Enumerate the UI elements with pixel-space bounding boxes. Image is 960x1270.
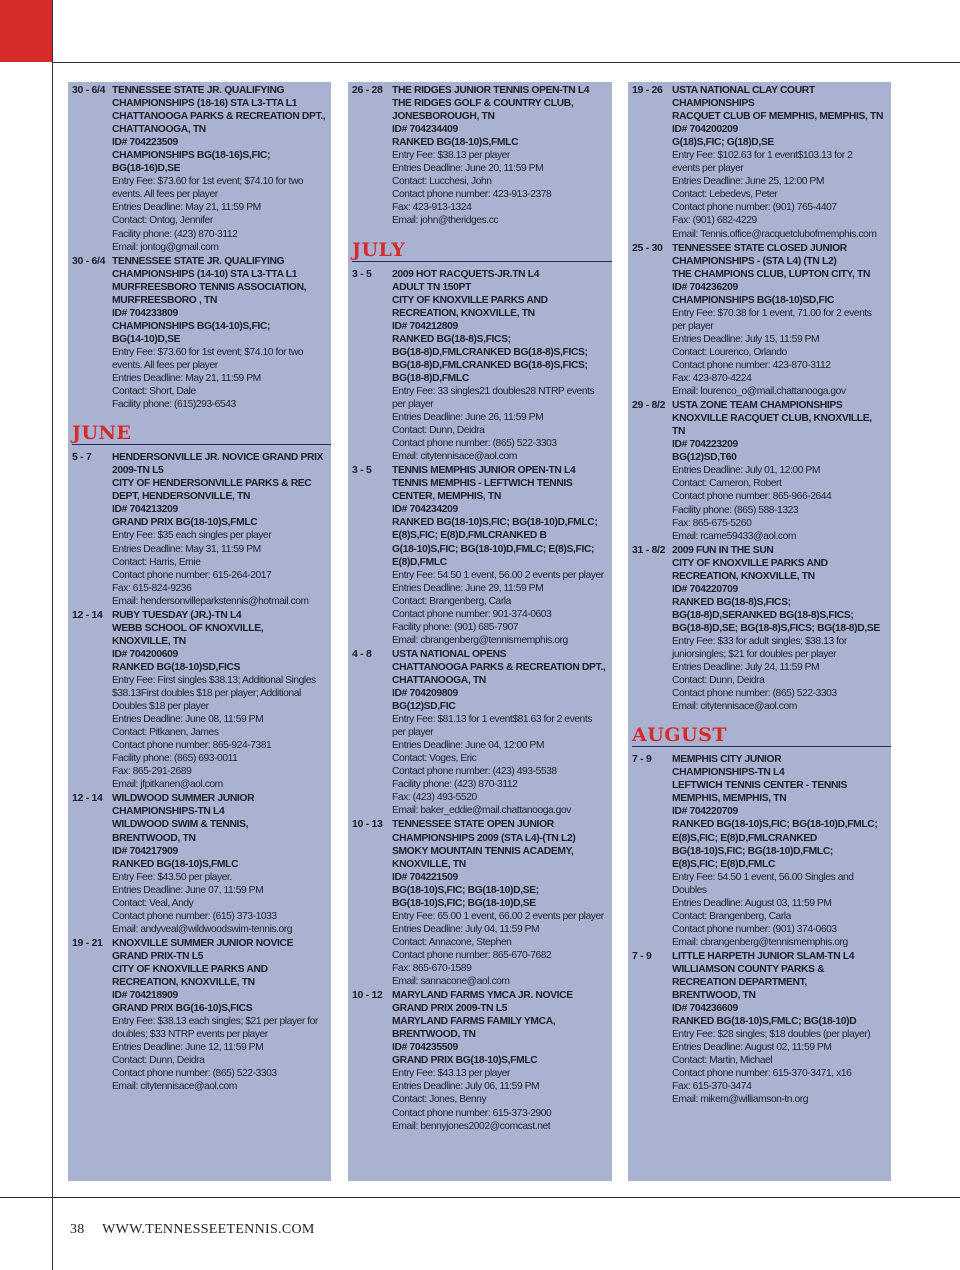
tournament-heading-line: MEMPHIS CITY JUNIOR	[672, 754, 782, 766]
tournament-info-line: Fax: 865-291-2689	[112, 766, 192, 778]
tournament-heading-line: KNOXVILLE SUMMER JUNIOR NOVICE	[112, 937, 294, 949]
tournament-heading-line: CITY OF KNOXVILLE PARKS AND	[672, 557, 828, 569]
tournament-heading-line: THE RIDGES GOLF & COUNTRY CLUB,	[392, 98, 574, 110]
month-heading	[72, 423, 331, 445]
tournament-info-line: Contact phone number: 423-913-2378	[392, 189, 552, 201]
tournament-info-line: Entry Fee: $43.50 per player.	[112, 871, 232, 883]
tournament-info-line: Fax: (901) 682-4229	[672, 215, 757, 227]
tournament-heading-line: GRAND PRIX BG(16-10)S,FICS	[112, 1003, 253, 1015]
tournament-info-line: Entry Fee: $73.60 for 1st event; $74.10 for two	[112, 176, 304, 188]
tournament-entry	[72, 84, 327, 254]
tournament-heading-line: ID# 704234409	[392, 124, 458, 136]
tournament-heading-line: BG(12)SD,FIC	[392, 701, 456, 713]
tournament-info-line: Contact: Dunn, Deidra	[112, 1055, 205, 1067]
tournament-heading-line: RANKED BG(18-10)SD,FICS	[112, 661, 241, 673]
tournament-heading-line: ID# 704236609	[672, 1003, 738, 1015]
tournament-info-line: Contact: Brangenberg, Carla	[672, 910, 791, 922]
tournament-info-line: Entries Deadline: June 29, 11:59 PM	[392, 582, 544, 594]
tournament-info-line: Contact: Cameron, Robert	[672, 478, 782, 490]
tournament-info-line: per player	[672, 320, 714, 332]
tournament-details	[672, 544, 887, 714]
tournament-entry	[72, 609, 327, 792]
tournament-heading-line: RANKED BG(18-10)S,FMLC; BG(18-10)D	[672, 1016, 857, 1028]
red-corner-tab	[0, 0, 52, 62]
tournament-heading-line: CHAMPIONSHIPS-TN L4	[112, 806, 225, 818]
tournament-heading-line: CHATTANOOGA, TN	[392, 674, 486, 686]
tournament-heading-line: ID# 704220709	[672, 583, 738, 595]
tournament-entry	[632, 399, 887, 543]
contact-email[interactable]: Email: sannacone@aol.com	[392, 976, 510, 988]
tournament-info-line: Entry Fee: 33 singles21 doubles28 NTRP events	[392, 385, 595, 397]
tournament-info-line: events. All fees per player	[112, 189, 218, 201]
tournament-info-line: Entry Fee: $28 singles; $18 doubles (per player)	[672, 1029, 871, 1041]
tournament-info-line: Contact phone number: (865) 522-3303	[392, 438, 557, 450]
tournament-heading-line: BG(18-8)D,SE; BG(18-8)S,FICS; BG(18-8)D,SE	[672, 622, 880, 634]
tournament-heading-line: RANKED BG(18-10)S,FMLC	[392, 137, 519, 149]
tournament-info-line: Entries Deadline: June 07, 11:59 PM	[112, 884, 264, 896]
tournament-heading-line: CITY OF KNOXVILLE PARKS AND	[392, 294, 548, 306]
tournament-info-line: Entry Fee: 65.00 1 event, 66.00 2 events per player	[392, 910, 604, 922]
tournament-heading-line: CHATTANOOGA PARKS & RECREATION DPT.,	[392, 661, 606, 673]
tournament-info-line: Contact: Brangenberg, Carla	[392, 595, 511, 607]
contact-email[interactable]: Email: hendersonvilleparkstennis@hotmail.com	[112, 595, 309, 607]
tournament-heading-line: ID# 704213209	[112, 504, 178, 516]
tournament-heading-line: BG(18-8)D,FMLCRANKED BG(18-8)S,FICS;	[392, 359, 588, 371]
tournament-heading-line: ID# 704218909	[112, 990, 178, 1002]
tournament-heading-line: BG(18-8)D,FMLCRANKED BG(18-8)S,FICS;	[392, 346, 588, 358]
tournament-entry	[632, 84, 887, 241]
tournament-heading-line: TENNESSEE STATE OPEN JUNIOR	[392, 819, 554, 831]
tournament-heading-line: E(8)S,FIC; E(8)D,FMLCRANKED B	[392, 530, 547, 542]
month-heading	[632, 725, 891, 747]
tournament-dates: 10 - 12	[352, 989, 383, 1002]
tournament-heading-line: THE RIDGES JUNIOR TENNIS OPEN-TN L4	[392, 85, 590, 96]
tournament-info-line: Doubles	[672, 884, 707, 896]
tournament-heading-line: GRAND PRIX 2009-TN L5	[392, 1003, 508, 1015]
tournament-info-line: Contact: Lebedevs, Peter	[672, 189, 778, 201]
tournament-info-line: Entry Fee: $38.13 per player	[392, 150, 510, 162]
left-margin-rule	[52, 0, 53, 1270]
tournament-info-line: Facility phone: (865) 588-1323	[672, 504, 799, 516]
tournament-info-line: Contact: Lourenco, Orlando	[672, 346, 787, 358]
tournament-heading-line: RANKED BG(18-10)S,FMLC	[112, 858, 239, 870]
tournament-info-line: juniorsingles; $21 for doubles per player	[672, 649, 837, 661]
tournament-heading-line: WILLIAMSON COUNTY PARKS &	[672, 964, 825, 975]
tournament-info-line: Contact: Lucchesi, John	[392, 176, 492, 188]
tournament-info-line: Entries Deadline: July 06, 11:59 PM	[392, 1081, 540, 1093]
tournament-info-line: Entries Deadline: June 25, 12:00 PM	[672, 176, 824, 188]
tournament-heading-line: ADULT TN 150PT	[392, 281, 472, 293]
tournament-info-line: Contact phone number: (423) 493-5538	[392, 766, 557, 778]
tournament-details	[672, 242, 887, 399]
tournament-heading-line: BRENTWOOD, TN	[392, 1029, 476, 1041]
tournament-dates: 31 - 8/2	[632, 543, 666, 556]
tournament-info-line: Facility phone: (901) 685-7907	[392, 621, 519, 633]
tournament-dates: 7 - 9	[632, 949, 652, 962]
tournament-info-line: Doubles $18 per player	[112, 701, 209, 713]
tournament-info-line: Entries Deadline: June 12, 11:59 PM	[112, 1042, 264, 1054]
tournament-info-line: Entry Fee: $38.13 each singles; $21 per player for	[112, 1016, 318, 1028]
tournament-heading-line: WEBB SCHOOL OF KNOXVILLE,	[112, 622, 264, 634]
tournament-heading-line: CHAMPIONSHIPS 2009 (STA L4)-(TN L2)	[392, 832, 576, 844]
tournament-heading-line: USTA ZONE TEAM CHAMPIONSHIPS	[672, 400, 843, 412]
tournament-heading-line: TENNESSEE STATE JR. QUALIFYING	[112, 255, 285, 267]
tournament-entry	[632, 950, 887, 1107]
tournament-heading-line: MEMPHIS, MEMPHIS, TN	[672, 793, 787, 805]
tournament-info-line: Contact phone number: 901-374-0603	[392, 608, 552, 620]
tournament-details	[112, 255, 327, 412]
tournament-info-line: events. All fees per player	[112, 359, 218, 371]
tournament-info-line: Entry Fee: $73.60 for 1st event; $74.10 for two	[112, 346, 304, 358]
tournament-heading-line: BRENTWOOD, TN	[672, 990, 756, 1002]
tournament-entry	[352, 84, 608, 228]
tournament-dates: 12 - 14	[72, 608, 103, 621]
page-number: 38	[70, 1222, 85, 1237]
contact-email[interactable]: Email: citytennisace@aol.com	[112, 1081, 237, 1093]
tournament-entry	[632, 544, 887, 714]
tournament-dates: 12 - 14	[72, 792, 103, 805]
tournament-info-line: Fax: (423) 493-5520	[392, 792, 477, 804]
tournament-heading-line: CITY OF HENDERSONVILLE PARKS & REC	[112, 478, 312, 490]
tournament-heading-line: CENTER, MEMPHIS, TN	[392, 491, 501, 503]
tournament-details	[392, 84, 608, 228]
tournament-heading-line: 2009 FUN IN THE SUN	[672, 544, 774, 556]
tournament-heading-line: CHAMPIONSHIPS BG(14-10)S,FIC;	[112, 320, 271, 332]
contact-email[interactable]: Email: cbrangenberg@tennismemphis.org	[392, 634, 568, 646]
tournament-heading-line: MURFREESBORO , TN	[112, 294, 218, 306]
tournament-info-line: Contact: Martin, Michael	[672, 1055, 773, 1067]
tournament-heading-line: RACQUET CLUB OF MEMPHIS, MEMPHIS, TN	[672, 111, 884, 123]
tournament-info-line: Entry Fee: First singles $38.13; Additional Singles	[112, 674, 316, 686]
tournament-info-line: Entry Fee: $33 for adult singles; $38.13 for	[672, 635, 847, 647]
tournament-heading-line: USTA NATIONAL OPENS	[392, 648, 507, 660]
tournament-heading-line: ID# 704212809	[392, 320, 458, 332]
tournament-heading-line: ID# 704200209	[672, 124, 738, 136]
tournament-heading-line: THE CHAMPIONS CLUB, LUPTON CITY, TN	[672, 268, 871, 280]
tournament-details	[392, 464, 608, 647]
tournament-entry	[352, 989, 608, 1133]
tournament-heading-line: TENNIS MEMPHIS JUNIOR OPEN-TN L4	[392, 465, 576, 477]
tournament-entry	[352, 464, 608, 647]
tournament-heading-line: 2009-TN L5	[112, 465, 164, 477]
tournament-info-line: Contact: Veal, Andy	[112, 897, 194, 909]
tournament-info-line: Fax: 615-824-9236	[112, 582, 192, 594]
tournament-heading-line: E(8)S,FIC; E(8)D,FMLC	[672, 858, 776, 870]
tournament-dates: 10 - 13	[352, 818, 383, 831]
tournament-info-line: Contact phone number: 615-370-3471, x16	[672, 1068, 852, 1080]
tournament-dates: 30 - 6/4	[72, 254, 106, 267]
tournament-entry	[72, 255, 327, 412]
tournament-heading-line: ID# 704235509	[392, 1042, 458, 1054]
tournament-heading-line: LEFTWICH TENNIS CENTER - TENNIS	[672, 780, 848, 792]
tournament-heading-line: ID# 704234209	[392, 504, 458, 516]
tournament-info-line: Contact phone number: 615-373-2900	[392, 1107, 552, 1119]
tournament-info-line: Contact: Voges, Eric	[392, 753, 477, 765]
tournament-info-line: $38.13First doubles $18 per player; Additional	[112, 688, 301, 700]
contact-email[interactable]: Email: andyveal@wildwoodswim-tennis.org	[112, 923, 293, 935]
month-name: JULY	[352, 238, 406, 261]
tournament-info-line: Entries Deadline: July 04, 11:59 PM	[392, 923, 540, 935]
schedule-column-1	[68, 82, 331, 1181]
month-rule	[352, 261, 612, 262]
tournament-info-line: Entries Deadline: July 24, 11:59 PM	[672, 662, 820, 674]
tournament-info-line: Contact phone number: 865-924-7381	[112, 740, 272, 752]
tournament-heading-line: ID# 704233809	[112, 307, 178, 319]
tournament-details	[112, 609, 327, 792]
tournament-info-line: Facility phone: (423) 870-3112	[112, 228, 238, 240]
tournament-heading-line: BG(18-8)D,SERANKED BG(18-8)S,FICS;	[672, 609, 854, 621]
tournament-dates: 26 - 28	[352, 84, 383, 96]
schedule-column-2	[348, 82, 612, 1181]
tournament-entry	[72, 937, 327, 1094]
tournament-details	[392, 268, 608, 464]
tournament-heading-line: ID# 704220709	[672, 806, 738, 818]
tournament-heading-line: ID# 704200609	[112, 648, 178, 660]
tournament-heading-line: CHAMPIONSHIPS (18-16) STA L3-TTA L1	[112, 98, 298, 110]
tournament-info-line: Entry Fee: $70.38 for 1 event, 71.00 for 2 events	[672, 307, 872, 319]
tournament-heading-line: JONESBOROUGH, TN	[392, 111, 495, 123]
tournament-details	[112, 937, 327, 1094]
tournament-heading-line: TENNESSEE STATE JR. QUALIFYING	[112, 85, 285, 96]
tournament-info-line: Facility phone: (865) 693-0011	[112, 753, 238, 765]
tournament-info-line: doubles; $33 NTRP events per player	[112, 1029, 268, 1041]
tournament-dates: 19 - 26	[632, 84, 663, 96]
tournament-heading-line: CHAMPIONSHIPS BG(18-16)S,FIC;	[112, 150, 271, 162]
month-rule	[72, 444, 331, 445]
tournament-heading-line: TENNESSEE STATE CLOSED JUNIOR	[672, 242, 847, 254]
month-rule	[632, 746, 891, 747]
tournament-info-line: Entries Deadline: May 21, 11:59 PM	[112, 202, 261, 214]
tournament-entry	[632, 753, 887, 949]
tournament-details	[672, 399, 887, 543]
tournament-details	[112, 792, 327, 936]
contact-email[interactable]: Email: baker_eddie@mail.chattanooga.gov	[392, 805, 571, 817]
tournament-heading-line: WILDWOOD SUMMER JUNIOR	[112, 793, 255, 805]
tournament-details	[392, 648, 608, 818]
contact-email[interactable]: Email: john@theridges.cc	[392, 215, 499, 227]
tournament-heading-line: KNOXVILLE, TN	[392, 858, 466, 870]
tournament-info-line: Entries Deadline: June 26, 11:59 PM	[392, 412, 544, 424]
tournament-info-line: Contact: Annacone, Stephen	[392, 936, 512, 948]
tournament-heading-line: ID# 704217909	[112, 845, 178, 857]
tournament-info-line: Contact: Dunn, Deidra	[672, 675, 765, 687]
tournament-details	[672, 950, 887, 1107]
contact-email[interactable]: Email: lourenco_o@mail.chattanooga.gov	[672, 386, 846, 398]
tournament-info-line: Contact: Dunn, Deidra	[392, 425, 485, 437]
month-heading	[352, 240, 612, 262]
tournament-heading-line: BG(12)SD,T60	[672, 452, 737, 464]
tournament-heading-line: MARYLAND FARMS FAMILY YMCA,	[392, 1016, 556, 1028]
tournament-info-line: Entry Fee: 54.50 1 event, 56.00 2 events per player	[392, 569, 604, 581]
tournament-info-line: events per player	[672, 163, 744, 175]
tournament-info-line: Contact: Ontog, Jennifer	[112, 215, 213, 227]
tournament-info-line: Contact phone number: (865) 522-3303	[672, 688, 837, 700]
contact-email[interactable]: Email: rcame59433@aol.com	[672, 530, 796, 542]
tournament-heading-line: CHAMPIONSHIPS (14-10) STA L3-TTA L1	[112, 268, 298, 280]
tournament-heading-line: ID# 704209809	[392, 688, 458, 700]
tournament-info-line: Contact phone number: (901) 374-0603	[672, 923, 837, 935]
tournament-heading-line: BRENTWOOD, TN	[112, 832, 196, 844]
tournament-heading-line: CHAMPIONSHIPS	[672, 98, 755, 110]
tournament-info-line: Contact phone number: (615) 373-1033	[112, 910, 277, 922]
tournament-dates: 5 - 7	[72, 451, 92, 464]
tournament-dates: 25 - 30	[632, 241, 663, 254]
tournament-heading-line: CHAMPIONSHIPS BG(18-10)SD,FIC	[672, 294, 835, 306]
contact-email[interactable]: Email: Tennis.office@racquetclubofmemphis.com	[672, 228, 877, 240]
tournament-info-line: Entries Deadline: June 08, 11:59 PM	[112, 714, 264, 726]
tournament-heading-line: CHATTANOOGA, TN	[112, 124, 206, 136]
tournament-dates: 3 - 5	[352, 464, 372, 477]
tournament-info-line: Contact phone number: 865-966-2644	[672, 491, 832, 503]
tournament-info-line: Entry Fee: 54.50 1 event, 56.00 Singles and	[672, 871, 854, 883]
tournament-heading-line: WILDWOOD SWIM & TENNIS,	[112, 819, 249, 831]
tournament-heading-line: MURFREESBORO TENNIS ASSOCIATION,	[112, 281, 307, 293]
tournament-info-line: Entries Deadline: August 02, 11:59 PM	[672, 1042, 832, 1054]
tournament-info-line: Facility phone: (423) 870-3112	[392, 779, 518, 791]
tournament-info-line: Entries Deadline: July 15, 11:59 PM	[672, 333, 820, 345]
tournament-info-line: Contact: Jones, Benny	[392, 1094, 487, 1106]
contact-email[interactable]: Email: cbrangenberg@tennismemphis.org	[672, 936, 848, 948]
tournament-details	[112, 451, 327, 608]
tournament-heading-line: G(18-10)S,FIC; BG(18-10)D,FMLC; E(8)S,FIC;	[392, 543, 595, 555]
tournament-heading-line: RANKED BG(18-10)S,FIC; BG(18-10)D,FMLC;	[392, 517, 598, 529]
tournament-info-line: per player	[392, 398, 434, 410]
page-footer	[70, 1222, 315, 1238]
tournament-heading-line: ID# 704223209	[672, 439, 738, 451]
tournament-dates: 19 - 21	[72, 936, 103, 949]
tournament-entry	[352, 648, 608, 818]
tournament-heading-line: BG(18-10)S,FIC; BG(18-10)D,FMLC;	[672, 845, 834, 857]
tournament-info-line: Entries Deadline: May 21, 11:59 PM	[112, 373, 261, 385]
tournament-heading-line: E(8)D,FMLC	[392, 556, 447, 568]
tournament-info-line: Fax: 423-870-4224	[672, 373, 752, 385]
tournament-heading-line: RECREATION DEPARTMENT,	[672, 977, 807, 989]
tournament-entry	[352, 818, 608, 988]
tournament-details	[672, 84, 887, 241]
month-name: JUNE	[72, 422, 132, 445]
tournament-info-line: Entries Deadline: June 20, 11:59 PM	[392, 163, 544, 175]
tournament-dates: 7 - 9	[632, 753, 652, 766]
tournament-info-line: Entry Fee: $81.13 for 1 event$81.63 for 2 events	[392, 714, 592, 726]
tournament-info-line: Contact: Pitkanen, James	[112, 727, 219, 739]
tournament-details	[392, 818, 608, 988]
tournament-heading-line: RECREATION, KNOXVILLE, TN	[112, 977, 255, 989]
tournament-heading-line: RUBY TUESDAY (JR.)-TN L4	[112, 609, 242, 621]
tournament-info-line: Entries Deadline: July 01, 12:00 PM	[672, 465, 820, 477]
tournament-heading-line: HENDERSONVILLE JR. NOVICE GRAND PRIX	[112, 452, 324, 464]
tournament-heading-line: SMOKY MOUNTAIN TENNIS ACADEMY,	[392, 845, 574, 857]
tournament-heading-line: LITTLE HARPETH JUNIOR SLAM-TN L4	[672, 950, 855, 962]
tournament-info-line: Fax: 865-675-5260	[672, 517, 752, 529]
tournament-entry	[632, 242, 887, 399]
tournament-dates: 30 - 6/4	[72, 84, 106, 96]
month-name: AUGUST	[632, 724, 727, 747]
contact-email[interactable]: Email: citytennisace@aol.com	[672, 701, 797, 713]
tournament-heading-line: ID# 704236209	[672, 281, 738, 293]
tournament-heading-line: RECREATION, KNOXVILLE, TN	[672, 570, 815, 582]
schedule-column-3	[628, 82, 891, 1181]
top-rule	[52, 62, 960, 63]
tournament-info-line: Contact: Harris, Ernie	[112, 556, 201, 568]
tournament-heading-line: RECREATION, KNOXVILLE, TN	[392, 307, 535, 319]
tournament-heading-line: GRAND PRIX-TN L5	[112, 950, 204, 962]
tournament-heading-line: GRAND PRIX BG(18-10)S,FMLC	[392, 1055, 538, 1067]
tournament-info-line: Facility phone: (615)293-6543	[112, 399, 236, 411]
tournament-entry	[72, 451, 327, 608]
tournament-heading-line: CHAMPIONSHIPS-TN L4	[672, 767, 785, 779]
tournament-info-line: Entries Deadline: May 31, 11:59 PM	[112, 543, 261, 555]
contact-email[interactable]: Email: mikem@williamson-tn.org	[672, 1094, 808, 1106]
tournament-info-line: Entry Fee: $102.63 for 1 event$103.13 for 2	[672, 150, 853, 162]
tournament-heading-line: KNOXVILLE RACQUET CLUB, KNOXVILLE, TN	[672, 413, 872, 438]
tournament-heading-line: E(8)S,FIC; E(8)D,FMLCRANKED	[672, 832, 817, 844]
tournament-info-line: Fax: 423-913-1324	[392, 202, 472, 214]
tournament-heading-line: RANKED BG(18-10)S,FIC; BG(18-10)D,FMLC;	[672, 819, 878, 831]
tournament-info-line: Contact phone number: 423-870-3112	[672, 359, 831, 371]
tournament-heading-line: KNOXVILLE, TN	[112, 635, 186, 647]
tournament-heading-line: BG(18-8)D,FMLC	[392, 372, 469, 384]
tournament-info-line: Contact: Short, Dale	[112, 386, 196, 398]
tournament-heading-line: BG(18-10)S,FIC; BG(18-10)D,SE	[392, 897, 536, 909]
tournament-info-line: Entries Deadline: June 04, 12:00 PM	[392, 740, 544, 752]
tournament-details	[112, 84, 327, 254]
tournament-heading-line: ID# 704221509	[392, 871, 458, 883]
tournament-heading-line: CHATTANOOGA PARKS & RECREATION DPT.,	[112, 111, 326, 123]
tournament-info-line: Fax: 865-670-1589	[392, 963, 472, 974]
tournament-info-line: Entry Fee: $35 each singles per player	[112, 530, 272, 542]
contact-email[interactable]: Email: bennyjones2002@comcast.net	[392, 1120, 551, 1132]
tournament-heading-line: USTA NATIONAL CLAY COURT	[672, 85, 815, 96]
bottom-rule	[0, 1197, 960, 1198]
tournament-dates: 29 - 8/2	[632, 399, 666, 412]
tournament-heading-line: G(18)S,FIC; G(18)D,SE	[672, 137, 774, 149]
tournament-info-line: per player	[392, 727, 434, 739]
tournament-heading-line: RANKED BG(18-8)S,FICS;	[392, 333, 511, 345]
tournament-heading-line: BG(14-10)D,SE	[112, 333, 181, 345]
tournament-dates: 3 - 5	[352, 267, 372, 280]
tournament-info-line: Entries Deadline: August 03, 11:59 PM	[672, 897, 832, 909]
tournament-heading-line: BG(18-16)D,SE	[112, 163, 181, 175]
tournament-info-line: Contact phone number: (901) 765-4407	[672, 202, 837, 214]
tournament-heading-line: GRAND PRIX BG(18-10)S,FMLC	[112, 517, 258, 529]
contact-email[interactable]: Email: jfpitkanen@aol.com	[112, 779, 223, 791]
tournament-heading-line: TENNIS MEMPHIS - LEFTWICH TENNIS	[392, 478, 573, 490]
tournament-heading-line: 2009 HOT RACQUETS-JR.TN L4	[392, 268, 540, 280]
tournament-info-line: Fax: 615-370-3474	[672, 1081, 752, 1093]
tournament-heading-line: RANKED BG(18-8)S,FICS;	[672, 596, 791, 608]
tournament-info-line: Contact phone number: 865-670-7682	[392, 949, 552, 961]
tournament-entry	[72, 792, 327, 936]
tournament-heading-line: ID# 704223509	[112, 137, 178, 149]
tournament-heading-line: DEPT, HENDERSONVILLE, TN	[112, 491, 251, 503]
tournament-heading-line: CITY OF KNOXVILLE PARKS AND	[112, 964, 268, 975]
tournament-heading-line: CHAMPIONSHIPS - (STA L4) (TN L2)	[672, 255, 837, 267]
footer-website[interactable]: WWW.TENNESSEETENNIS.COM	[102, 1222, 315, 1237]
tournament-info-line: Contact phone number: 615-264-2017	[112, 569, 272, 581]
contact-email[interactable]: Email: jontog@gmail.com	[112, 241, 219, 253]
tournament-heading-line: BG(18-10)S,FIC; BG(18-10)D,SE;	[392, 884, 539, 896]
tournament-heading-line: MARYLAND FARMS YMCA JR. NOVICE	[392, 990, 573, 1002]
tournament-dates: 4 - 8	[352, 647, 372, 660]
contact-email[interactable]: Email: citytennisace@aol.com	[392, 451, 517, 463]
tournament-info-line: Contact phone number: (865) 522-3303	[112, 1068, 277, 1080]
tournament-info-line: Entry Fee: $43.13 per player	[392, 1068, 510, 1080]
tournament-details	[672, 753, 887, 949]
tournament-entry	[352, 268, 608, 464]
tournament-details	[392, 989, 608, 1133]
